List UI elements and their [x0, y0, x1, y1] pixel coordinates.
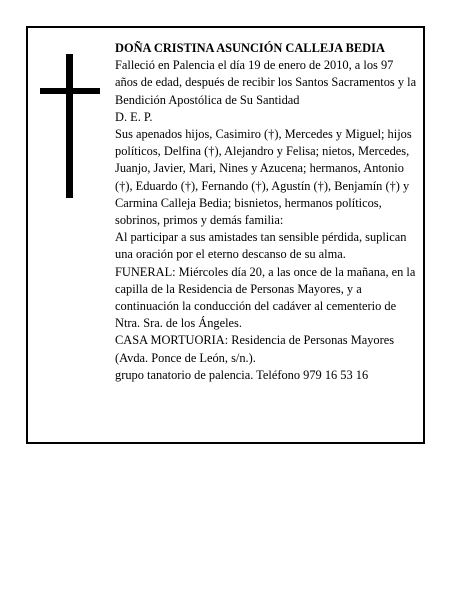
- mortuary-house: CASA MORTUORIA: Residencia de Personas Mayores (Avda. Ponce de León, s/n.).: [115, 333, 395, 365]
- cross-vertical-bar: [66, 54, 73, 198]
- obituary-notice: [26, 26, 425, 444]
- notice-body: [115, 40, 417, 384]
- dep-line: D. E. P.: [115, 109, 153, 124]
- deceased-name: DOÑA CRISTINA ASUNCIÓN CALLEJA BEDIA: [115, 41, 385, 55]
- funeral-details: FUNERAL: Miércoles día 20, a las once de la mañana, en la capilla de la Residencia de Personas Mayores, y a continuación la conducción del cadáver al cementerio de Ntra. Sra. de los Ángeles.: [115, 264, 416, 331]
- funeral-home-contact: grupo tanatorio de palencia. Teléfono 979 16 53 16: [115, 367, 369, 382]
- cross-icon: [40, 54, 100, 198]
- death-announcement: Falleció en Palencia el día 19 de enero de 2010, a los 97 años de edad, después de recibir los Santos Sacramentos y la Bendición Apostólica de Su Santidad: [115, 58, 417, 107]
- prayer-request: Al participar a sus amistades tan sensible pérdida, suplican una oración por el eterno descanso de su alma.: [115, 230, 407, 262]
- family-list: Sus apenados hijos, Casimiro (†), Mercedes y Miguel; hijos políticos, Delfina (†), Alejandro y Felisa; nietos, Mercedes, Juanjo, Javier, Mari, Nines y Azucena; hermanos, Antonio (†), Eduardo (†), Fernando (†), Agustín (†), Benjamín (†) y Carmina Calleja Bedia; bisnietos, hermanos políticos, sobrinos, primos y demás familia:: [115, 127, 412, 228]
- cross-horizontal-bar: [40, 88, 100, 94]
